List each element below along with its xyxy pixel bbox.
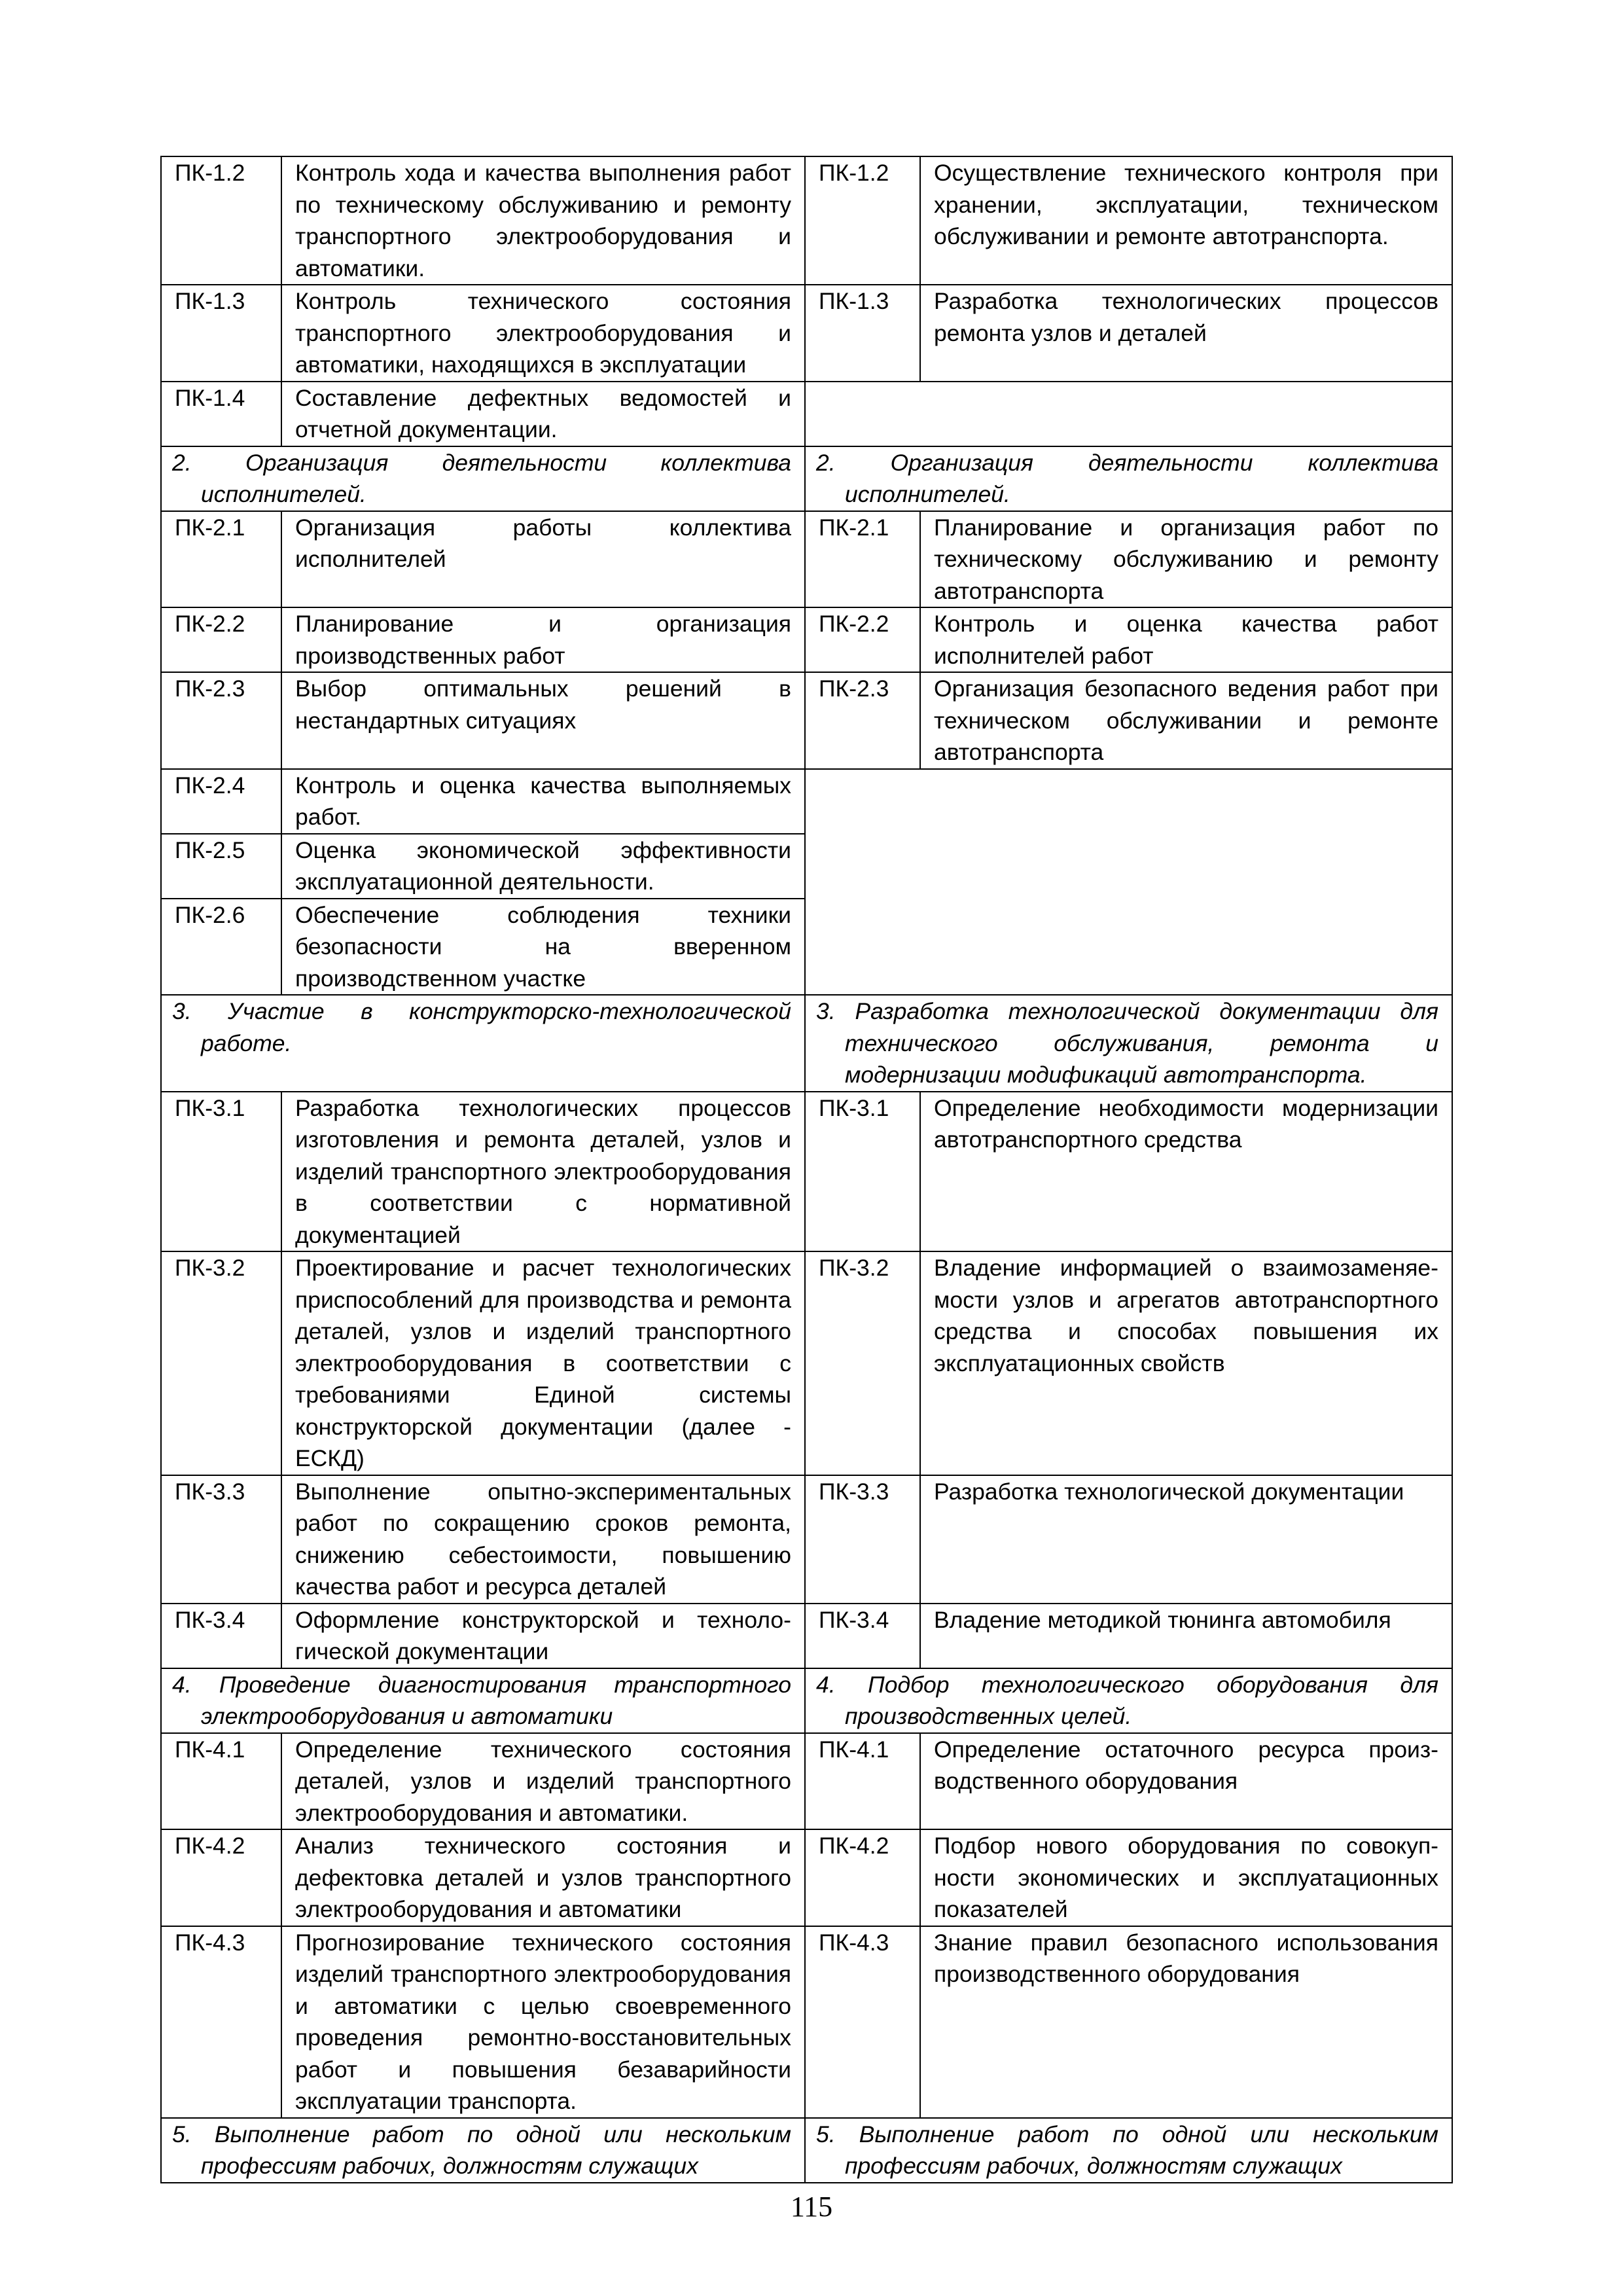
left-description-cell: Составление дефектных ведомостей и отчетной документации.: [281, 382, 805, 446]
right-description-cell: Осуществление технического контроля при хранении, эксплуатации, техническом обслуживании и ремонте автотранспорта.: [920, 156, 1452, 285]
right-section-heading: 2. Организация деятельности коллектива исполнителей.: [805, 446, 1452, 511]
table-row: [161, 285, 1452, 382]
right-description-cell: Владение методикой тюнинга автомобиля: [920, 1604, 1452, 1668]
left-section-heading: 2. Организация деятельности коллектива исполнителей.: [161, 446, 805, 511]
right-code-cell: ПК-3.4: [805, 1604, 920, 1668]
table-row: [161, 607, 1452, 672]
left-code-cell: ПК-3.2: [161, 1251, 281, 1475]
left-description-cell: Проектирование и расчет технологических приспособлений для производства и ремонта деталей, узлов и изделий транспортного электрооборудования в соответствии с требованиями Единой системы конструкторской документации (далее - ЕСКД): [281, 1251, 805, 1475]
table-row: [161, 1604, 1452, 1668]
left-description-cell: Прогнозирование технического состояния изделий транспортного электрооборудования и автоматики с целью своевременного проведения ремонтно-восстановительных работ и повышения безаварийности эксплуатации транспорта.: [281, 1926, 805, 2118]
right-code-cell: ПК-1.2: [805, 156, 920, 285]
section-row: [161, 2118, 1452, 2183]
right-code-cell: ПК-3.2: [805, 1251, 920, 1475]
section-row: [161, 995, 1452, 1092]
page-number: 115: [790, 2191, 833, 2223]
left-description-cell: Оформление конструкторской и техноло- гической документации: [281, 1604, 805, 1668]
left-description-cell: Анализ технического состояния и дефектовка деталей и узлов транспортного электрооборудования и автоматики: [281, 1829, 805, 1926]
table-row: [161, 1829, 1452, 1926]
right-code-cell: ПК-4.1: [805, 1733, 920, 1830]
left-description-cell: Оценка экономической эффективности эксплуатационной деятельности.: [281, 834, 805, 899]
right-code-cell: ПК-2.2: [805, 607, 920, 672]
right-description-cell: Разработка технологических процессов ремонта узлов и деталей: [920, 285, 1452, 382]
right-description-cell: Определение необходимости модернизации автотранспортного средства: [920, 1092, 1452, 1252]
right-description-cell: Подбор нового оборудования по совокуп- ности экономических и эксплуатационных показателей: [920, 1829, 1452, 1926]
left-code-cell: ПК-1.2: [161, 156, 281, 285]
competency-table: [160, 156, 1453, 2183]
left-code-cell: ПК-2.1: [161, 511, 281, 608]
left-description-cell: Контроль и оценка качества выполняемых работ.: [281, 769, 805, 834]
section-row: [161, 1668, 1452, 1733]
right-section-heading: 4. Подбор технологического оборудования для производственных целей.: [805, 1668, 1452, 1733]
right-description-cell: Определение остаточного ресурса произ- водственного оборудования: [920, 1733, 1452, 1830]
left-code-cell: ПК-4.3: [161, 1926, 281, 2118]
right-code-cell: ПК-2.1: [805, 511, 920, 608]
right-description-cell: Знание правил безопасного использования производственного оборудования: [920, 1926, 1452, 2118]
left-code-cell: ПК-1.3: [161, 285, 281, 382]
empty-cell: [805, 769, 1452, 996]
right-description-cell: Организация безопасного ведения работ при техническом обслуживании и ремонте автотранспорта: [920, 672, 1452, 769]
right-code-cell: ПК-3.1: [805, 1092, 920, 1252]
left-section-heading: 5. Выполнение работ по одной или нескольким профессиям рабочих, должностям служащих: [161, 2118, 805, 2183]
table-row: [161, 1926, 1452, 2118]
right-description-cell: Планирование и организация работ по техническому обслуживанию и ремонту автотранспорта: [920, 511, 1452, 608]
table-row: [161, 769, 1452, 834]
left-code-cell: ПК-3.4: [161, 1604, 281, 1668]
left-code-cell: ПК-2.4: [161, 769, 281, 834]
left-description-cell: Организация работы коллектива исполнителей: [281, 511, 805, 608]
right-description-cell: Контроль и оценка качества работ исполнителей работ: [920, 607, 1452, 672]
table-row: [161, 672, 1452, 769]
left-code-cell: ПК-1.4: [161, 382, 281, 446]
right-description-cell: Разработка технологической документации: [920, 1475, 1452, 1604]
right-code-cell: ПК-1.3: [805, 285, 920, 382]
left-description-cell: Контроль хода и качества выполнения работ по техническому обслуживанию и ремонту транспортного электрооборудования и автоматики.: [281, 156, 805, 285]
left-code-cell: ПК-2.6: [161, 899, 281, 996]
table-row: [161, 1092, 1452, 1252]
left-description-cell: Выполнение опытно-экспериментальных работ по сокращению сроков ремонта, снижению себестоимости, повышению качества работ и ресурса деталей: [281, 1475, 805, 1604]
right-code-cell: ПК-4.2: [805, 1829, 920, 1926]
table-row: [161, 156, 1452, 285]
left-description-cell: Контроль технического состояния транспортного электрооборудования и автоматики, находящихся в эксплуатации: [281, 285, 805, 382]
left-description-cell: Обеспечение соблюдения техники безопасности на вверенном производственном участке: [281, 899, 805, 996]
left-section-heading: 4. Проведение диагностирования транспортного электрооборудования и автоматики: [161, 1668, 805, 1733]
section-row: [161, 446, 1452, 511]
left-description-cell: Выбор оптимальных решений в нестандартных ситуациях: [281, 672, 805, 769]
empty-cell: [805, 382, 1452, 446]
table-row: [161, 382, 1452, 446]
right-section-heading: 5. Выполнение работ по одной или нескольким профессиям рабочих, должностям служащих: [805, 2118, 1452, 2183]
left-code-cell: ПК-4.2: [161, 1829, 281, 1926]
right-description-cell: Владение информацией о взаимозаменяе- мости узлов и агрегатов автотранспортного средства и способах повышения их эксплуатационных свойств: [920, 1251, 1452, 1475]
table-row: [161, 1251, 1452, 1475]
table-row: [161, 511, 1452, 608]
left-description-cell: Разработка технологических процессов изготовления и ремонта деталей, узлов и изделий транспортного электрооборудования в соответствии с нормативной документацией: [281, 1092, 805, 1252]
table-row: [161, 1733, 1452, 1830]
left-section-heading: 3. Участие в конструкторско-технологической работе.: [161, 995, 805, 1092]
left-code-cell: ПК-3.1: [161, 1092, 281, 1252]
left-description-cell: Планирование и организация производственных работ: [281, 607, 805, 672]
left-code-cell: ПК-2.3: [161, 672, 281, 769]
right-section-heading: 3. Разработка технологической документации для технического обслуживания, ремонта и модернизации модификаций автотранспорта.: [805, 995, 1452, 1092]
left-code-cell: ПК-4.1: [161, 1733, 281, 1830]
left-code-cell: ПК-2.5: [161, 834, 281, 899]
left-code-cell: ПК-2.2: [161, 607, 281, 672]
right-code-cell: ПК-2.3: [805, 672, 920, 769]
left-code-cell: ПК-3.3: [161, 1475, 281, 1604]
right-code-cell: ПК-3.3: [805, 1475, 920, 1604]
table-row: [161, 1475, 1452, 1604]
right-code-cell: ПК-4.3: [805, 1926, 920, 2118]
left-description-cell: Определение технического состояния деталей, узлов и изделий транспортного электрооборудования и автоматики.: [281, 1733, 805, 1830]
